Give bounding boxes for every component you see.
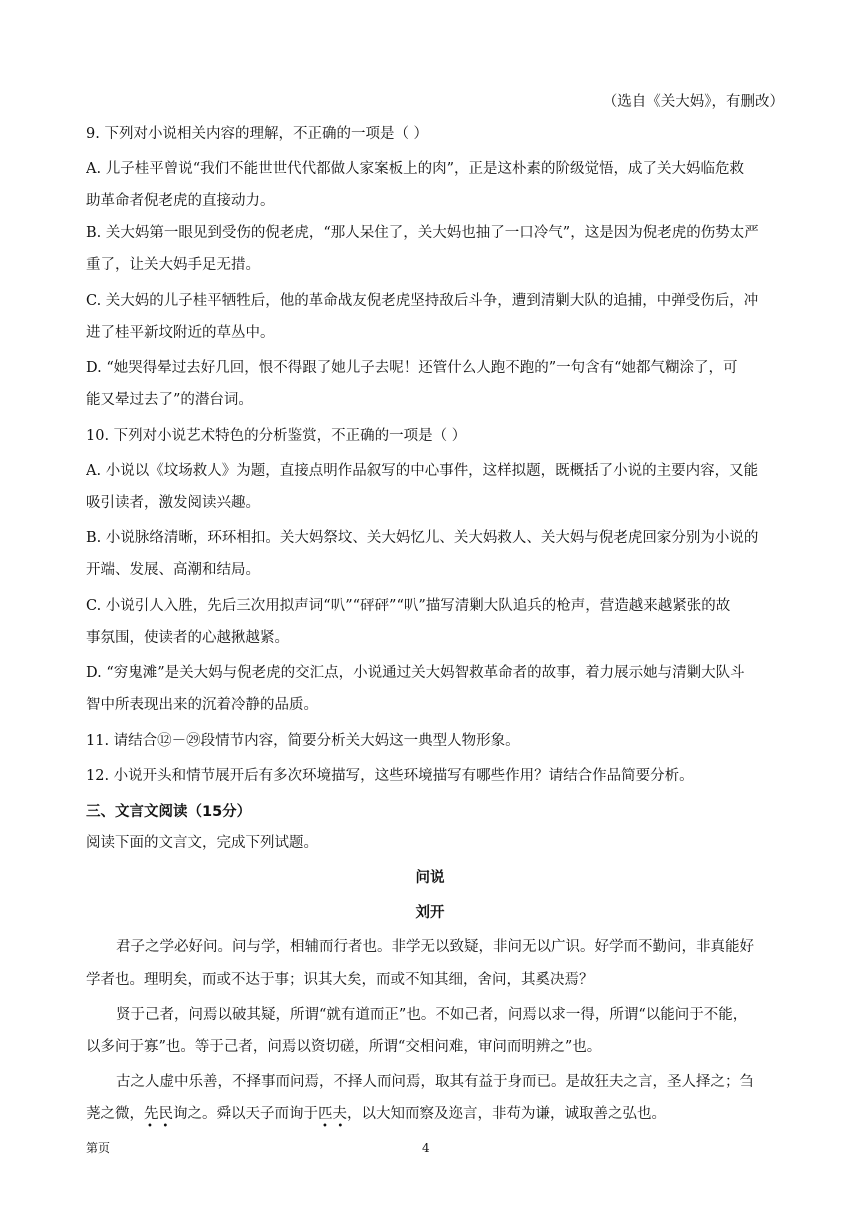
passage-author: 刘开	[415, 905, 445, 921]
passage-p2-line2: 以多问于寡”也。等于己者，问焉以资切磋，所谓“交相问难，审问而明辨之”也。	[86, 1039, 602, 1055]
q10-option-d-line2: 智中所表现出来的沉着冷静的品质。	[86, 697, 318, 713]
q9-option-b-line1: B. 关大妈第一眼见到受伤的倪老虎，“那人呆住了，关大妈也抽了一口冷气”，这是因为倪老虎的伤势太严	[86, 225, 759, 241]
q10-option-b-line2: 开端、发展、高潮和结局。	[86, 562, 260, 578]
q9-option-b-line2: 重了，让关大妈手足无措。	[86, 257, 260, 273]
q10-option-c-line2: 事氛围，使读者的心越揪越紧。	[86, 630, 289, 646]
emphasis-dots-xianmin: • •	[147, 1121, 169, 1132]
passage-p1-line1: 君子之学必好问。问与学，相辅而行者也。非学无以致疑，非问无以广识。好学而不勤问，非真能好	[116, 939, 754, 955]
q9-option-c-line2: 进了桂平新坟附近的草丛中。	[86, 325, 275, 341]
passage-p3-line2: 荛之微，先民询之。舜以天子而询于匹夫，以大知而察及迩言，非苟为谦，诚取善之弘也。	[86, 1106, 666, 1122]
page-number: 4	[422, 1141, 430, 1155]
passage-p1-line2: 学者也。理明矣，而或不达于事；识其大矣，而或不知其细，舍问，其奚决焉？	[86, 972, 594, 988]
q10-option-a-line1: A. 小说以《坟场救人》为题，直接点明作品叙写的中心事件，这样拟题，既概括了小说的主要内容，又能	[86, 463, 759, 479]
question-9-stem: 9. 下列对小说相关内容的理解，不正确的一项是（ ）	[86, 126, 429, 142]
passage-p2-line1: 贤于己者，问焉以破其疑，所谓“就有道而正”也。不如己者，问焉以求一得，所谓“以能问于不能，	[116, 1007, 748, 1023]
question-10-stem: 10. 下列对小说艺术特色的分析鉴赏，不正确的一项是（ ）	[86, 428, 467, 444]
question-12: 12. 小说开头和情节展开后有多次环境描写，这些环境描写有哪些作用？请结合作品简要分析。	[86, 768, 694, 784]
footer-label: 第页	[86, 1141, 111, 1155]
source-note: （选自《关大妈》，有删改）	[602, 94, 784, 110]
section-3-instruction: 阅读下面的文言文，完成下列试题。	[86, 835, 318, 851]
q9-option-c-line1: C. 关大妈的儿子桂平牺牲后，他的革命战友倪老虎坚持敌后斗争，遭到清剿大队的追捕，中弹受伤后，冲	[86, 293, 759, 309]
q9-option-d-line2: 能又晕过去了”的潜台词。	[86, 392, 253, 408]
passage-title: 问说	[415, 870, 445, 886]
emphasis-dots-pifu: • •	[322, 1121, 344, 1132]
q9-option-a-line2: 助革命者倪老虎的直接动力。	[86, 193, 275, 209]
q9-option-d-line1: D. “她哭得晕过去好几回，恨不得跟了她儿子去呢！还管什么人跑不跑的”一句含有“她都气糊涂了，可	[86, 360, 738, 376]
q9-option-a-line1: A. 儿子桂平曾说“我们不能世世代代都做人家案板上的肉”，正是这朴素的阶级觉悟，成了关大妈临危救	[86, 161, 745, 177]
question-11: 11. 请结合⑫－㉙段情节内容，简要分析关大妈这一典型人物形象。	[86, 733, 520, 749]
q10-option-d-line1: D. “穷鬼滩”是关大妈与倪老虎的交汇点，小说通过关大妈智救革命者的故事，着力展示她与清剿大队斗	[86, 665, 745, 681]
q10-option-c-line1: C. 小说引人入胜，先后三次用拟声词“叭”“砰砰”“叭”描写清剿大队追兵的枪声，营造越来越紧张的故	[86, 598, 731, 614]
section-3-heading: 三、文言文阅读（15分）	[86, 804, 252, 820]
q10-option-b-line1: B. 小说脉络清晰，环环相扣。关大妈祭坟、关大妈忆儿、关大妈救人、关大妈与倪老虎回家分别为小说的	[86, 530, 759, 546]
passage-p3-line1: 古之人虚中乐善，不择事而问焉，不择人而问焉，取其有益于身而已。是故狂夫之言，圣人择之；刍	[116, 1074, 754, 1090]
q10-option-a-line2: 吸引读者，激发阅读兴趣。	[86, 495, 260, 511]
